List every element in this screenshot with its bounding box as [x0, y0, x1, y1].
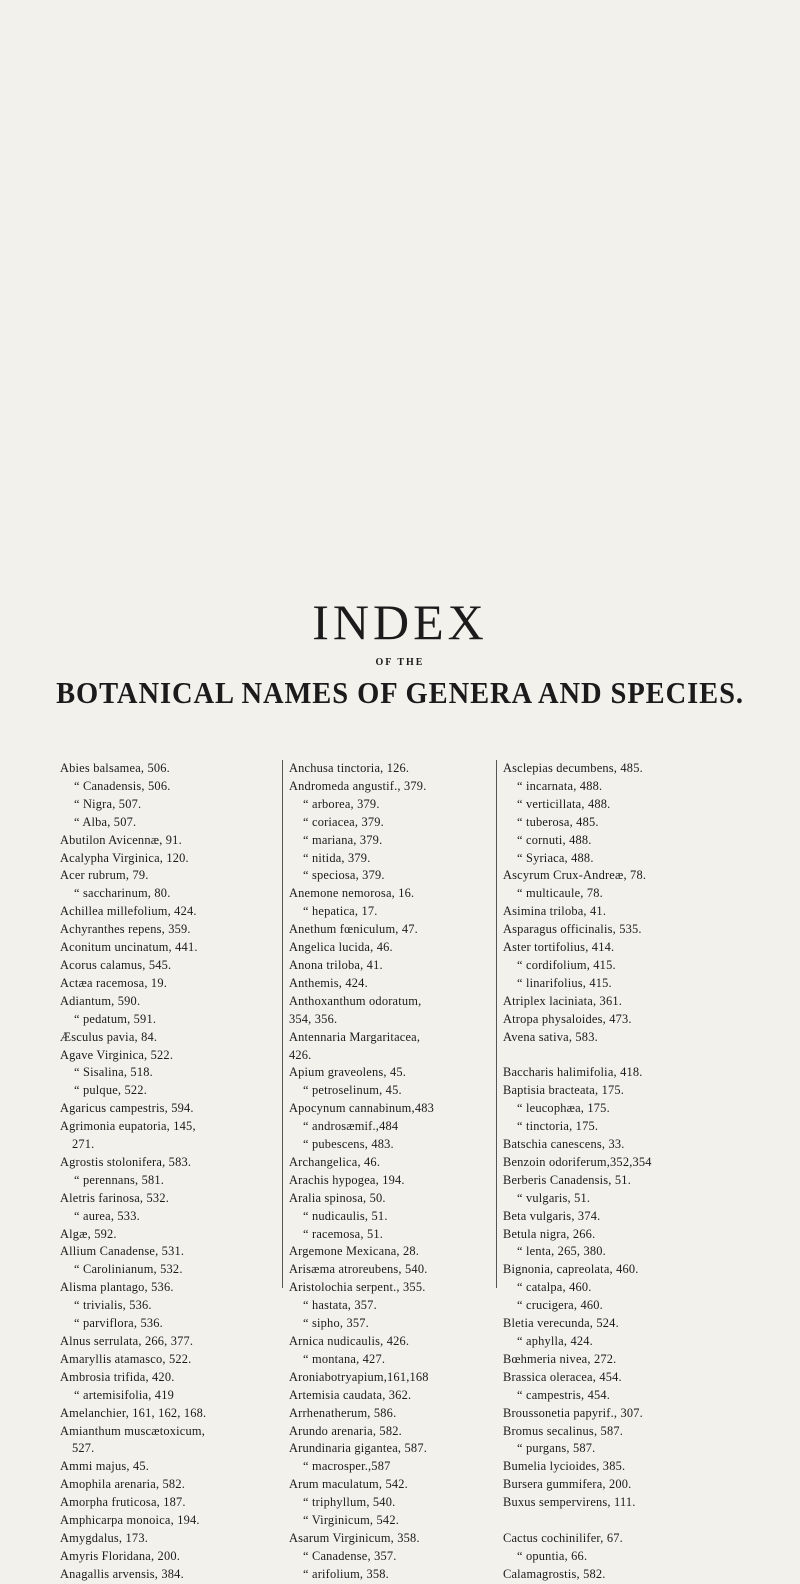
index-entry: “ speciosa, 379.	[303, 868, 385, 883]
index-entry: Arundo arenaria, 582.	[289, 1423, 402, 1438]
index-entry: Æsculus pavia, 84.	[60, 1029, 158, 1044]
index-entry: Anagallis arvensis, 384.	[60, 1566, 184, 1581]
index-entry: “ tuberosa, 485.	[517, 814, 599, 829]
index-entry: Asarum Virginicum, 358.	[289, 1530, 420, 1545]
index-entry: Aralia spinosa, 50.	[289, 1190, 386, 1205]
index-entry: “ androsæmif.,484	[303, 1119, 399, 1134]
index-entry: “ aphylla, 424.	[517, 1333, 593, 1348]
index-entry: Agave Virginica, 522.	[60, 1047, 174, 1062]
index-entry: Apium graveolens, 45.	[289, 1065, 407, 1080]
index-entry: Asimina triloba, 41.	[503, 904, 607, 919]
column-divider	[496, 760, 497, 1288]
index-entry: “ cornuti, 488.	[517, 832, 592, 847]
index-entry: “ montana, 427.	[303, 1351, 386, 1366]
index-entry: “ mariana, 379.	[303, 832, 383, 847]
index-entry: Aletris farinosa, 532.	[60, 1190, 170, 1205]
column-divider	[282, 760, 283, 1288]
index-entry: Bursera gummifera, 200.	[503, 1477, 632, 1492]
index-entry: Atropa physaloides, 473.	[503, 1011, 632, 1026]
index-entry: Ascyrum Crux-Andreæ, 78.	[503, 868, 647, 883]
index-entry: “ racemosa, 51.	[303, 1226, 384, 1241]
index-entry: Agrimonia eupatoria, 145,	[60, 1119, 196, 1134]
index-entry: “ parviflora, 536.	[74, 1316, 163, 1331]
index-entry: “ opuntia, 66.	[517, 1548, 588, 1563]
index-entry: Bœhmeria nivea, 272.	[503, 1351, 617, 1366]
index-column-3	[503, 760, 743, 1584]
index-column-2	[289, 760, 489, 1584]
index-entry: 354, 356.	[289, 1011, 338, 1026]
index-entry: Amaryllis atamasco, 522.	[60, 1351, 192, 1366]
index-entry: “ Nigra, 507.	[74, 796, 142, 811]
page-subtitle-small: OF THE	[375, 657, 425, 668]
index-entry: “ coriacea, 379.	[303, 814, 384, 829]
index-entry: “ nitida, 379.	[303, 850, 371, 865]
index-entry: Amygdalus, 173.	[60, 1530, 149, 1545]
index-entry: “ cordifolium, 415.	[517, 957, 616, 972]
index-entry: Bumelia lycioides, 385.	[503, 1459, 626, 1474]
index-entry: 527.	[72, 1441, 95, 1456]
index-entry: Amelanchier, 161, 162, 168.	[60, 1405, 207, 1420]
index-entry: Amophila arenaria, 582.	[60, 1477, 186, 1492]
index-entry: “ leucophæa, 175.	[517, 1101, 610, 1116]
index-entry: Algæ, 592.	[60, 1226, 117, 1241]
index-entry: Anethum fœniculum, 47.	[289, 922, 418, 937]
index-entry: “ pubescens, 483.	[303, 1137, 394, 1152]
index-entry: Amyris Floridana, 200.	[60, 1548, 181, 1563]
index-entry: Actæa racemosa, 19.	[60, 975, 168, 990]
index-entry: Beta vulgaris, 374.	[503, 1208, 601, 1223]
index-entry: Acorus calamus, 545.	[60, 957, 172, 972]
index-entry: “ multicaule, 78.	[517, 886, 603, 901]
index-entry: “ Virginicum, 542.	[303, 1513, 400, 1528]
index-entry: “ arborea, 379.	[303, 796, 380, 811]
index-entry: “ sipho, 357.	[303, 1316, 369, 1331]
index-entry: “ hastata, 357.	[303, 1298, 377, 1313]
index-entry: Allium Canadense, 531.	[60, 1244, 185, 1259]
index-entry: “ Syriaca, 488.	[517, 850, 594, 865]
index-column-1	[60, 760, 275, 1584]
index-entry: Arisæma atroreubens, 540.	[289, 1262, 428, 1277]
index-entry: Ammi majus, 45.	[60, 1459, 150, 1474]
index-entry: Anthoxanthum odoratum,	[289, 993, 422, 1008]
index-entry: Baccharis halimifolia, 418.	[503, 1065, 643, 1080]
page-title: INDEX	[312, 594, 488, 650]
index-entry: Betula nigra, 266.	[503, 1226, 596, 1241]
index-entry: Aster tortifolius, 414.	[503, 940, 615, 955]
index-entry: “ perennans, 581.	[74, 1172, 165, 1187]
index-entry: Atriplex laciniata, 361.	[503, 993, 623, 1008]
index-entry: “ petroselinum, 45.	[303, 1083, 402, 1098]
index-entry: Achyranthes repens, 359.	[60, 922, 191, 937]
index-entry: Berberis Canadensis, 51.	[503, 1172, 631, 1187]
index-entry: “ nudicaulis, 51.	[303, 1208, 388, 1223]
index-entry: Buxus sempervirens, 111.	[503, 1495, 636, 1510]
index-entry: Artemisia caudata, 362.	[289, 1387, 412, 1402]
index-entry: “ vulgaris, 51.	[517, 1190, 591, 1205]
index-entry: Anchusa tinctoria, 126.	[289, 761, 410, 775]
index-entry: Arachis hypogea, 194.	[289, 1172, 405, 1187]
index-entry: Argemone Mexicana, 28.	[289, 1244, 420, 1259]
index-entry: Arnica nudicaulis, 426.	[289, 1334, 410, 1348]
index-entry: Alisma plantago, 536.	[60, 1280, 174, 1295]
index-entry: Bignonia, capreolata, 460.	[503, 1262, 639, 1277]
index-entry: “ catalpa, 460.	[517, 1280, 592, 1295]
index-entry: “ Canadensis, 506.	[74, 778, 171, 793]
index-entry: Archangelica, 46.	[289, 1154, 381, 1169]
index-entry: Achillea millefolium, 424.	[60, 904, 197, 919]
index-entry: “ purgans, 587.	[517, 1441, 596, 1456]
index-entry: “ trivialis, 536.	[74, 1298, 152, 1313]
index-entry: Anemone nemorosa, 16.	[289, 886, 415, 901]
index-entry: Agrostis stolonifera, 583.	[60, 1154, 192, 1169]
index-entry: “ tinctoria, 175.	[517, 1119, 599, 1134]
index-entry: Andromeda angustif., 379.	[289, 778, 427, 793]
index-entry: “ Sisalina, 518.	[74, 1065, 153, 1080]
index-entry: Aristolochia serpent., 355.	[289, 1280, 426, 1295]
index-entry: Ambrosia trifida, 420.	[60, 1369, 175, 1384]
index-entry: Acer rubrum, 79.	[60, 868, 149, 883]
index-entry: Antennaria Margaritacea,	[289, 1029, 421, 1044]
index-entry: Aconitum uncinatum, 441.	[60, 940, 198, 955]
index-entry: Adiantum, 590.	[60, 993, 141, 1008]
index-entry: Agaricus campestris, 594.	[60, 1101, 194, 1116]
index-entry: “ aurea, 533.	[74, 1208, 140, 1223]
index-entry: Anona triloba, 41.	[289, 957, 383, 972]
index-entry: Asclepias decumbens, 485.	[503, 761, 643, 775]
index-entry: “ triphyllum, 540.	[303, 1495, 396, 1510]
index-entry: “ hepatica, 17.	[303, 904, 378, 919]
index-entry: “ arifolium, 358.	[303, 1566, 389, 1581]
index-entry: Arundinaria gigantea, 587.	[289, 1441, 428, 1456]
index-entry: “ saccharinum, 80.	[74, 886, 171, 901]
index-entry: Amphicarpa monoica, 194.	[60, 1513, 200, 1528]
index-entry: “ crucigera, 460.	[517, 1298, 603, 1313]
index-entry: “ pulque, 522.	[74, 1083, 147, 1098]
page-subtitle: BOTANICAL NAMES OF GENERA AND SPECIES.	[56, 675, 744, 710]
index-entry: 271.	[72, 1137, 95, 1152]
index-entry: Aroniabotryapium,161,168	[289, 1369, 429, 1384]
index-entry: Abutilon Avicennæ, 91.	[60, 832, 182, 847]
index-entry: “ incarnata, 488.	[517, 778, 603, 793]
index-entry: Batschia canescens, 33.	[503, 1137, 625, 1152]
index-entry: Anthemis, 424.	[289, 975, 368, 990]
index-entry: “ artemisifolia, 419	[74, 1387, 174, 1402]
index-entry: Bletia verecunda, 524.	[503, 1316, 619, 1331]
index-entry: Arrhenatherum, 586.	[289, 1405, 397, 1420]
index-entry: “ lenta, 265, 380.	[517, 1244, 606, 1259]
index-entry: Benzoin odoriferum,352,354	[503, 1154, 652, 1169]
index-entry: “ Alba, 507.	[74, 814, 137, 829]
index-entry: Bromus secalinus, 587.	[503, 1423, 624, 1438]
index-entry: Broussonetia papyrif., 307.	[503, 1405, 643, 1420]
index-entry: 426.	[289, 1047, 312, 1062]
index-entry: Arum maculatum, 542.	[289, 1477, 408, 1492]
index-entry: Asparagus officinalis, 535.	[503, 922, 642, 937]
index-entry: Avena sativa, 583.	[503, 1029, 598, 1044]
index-entry: Abies balsamea, 506.	[60, 761, 170, 775]
index-entry: “ Canadense, 357.	[303, 1548, 397, 1563]
index-entry: Amorpha fruticosa, 187.	[60, 1495, 186, 1510]
index-entry: Acalypha Virginica, 120.	[60, 850, 189, 865]
index-entry: “ Carolinianum, 532.	[74, 1262, 183, 1277]
index-entry: Brassica oleracea, 454.	[503, 1369, 622, 1384]
index-entry: Angelica lucida, 46.	[289, 940, 393, 955]
index-entry: Cactus cochinilifer, 67.	[503, 1530, 623, 1545]
index-entry: “ verticillata, 488.	[517, 796, 611, 811]
index-entry: “ campestris, 454.	[517, 1387, 611, 1402]
index-entry: “ pedatum, 591.	[74, 1011, 157, 1026]
index-entry: Baptisia bracteata, 175.	[503, 1083, 625, 1098]
index-entry: Apocynum cannabinum,483	[289, 1101, 434, 1116]
index-entry: Alnus serrulata, 266, 377.	[60, 1334, 194, 1348]
index-entry: “ macrosper.,587	[303, 1459, 391, 1474]
index-entry: “ linarifolius, 415.	[517, 975, 612, 990]
index-entry: Calamagrostis, 582.	[503, 1566, 606, 1581]
index-entry: Amianthum muscætoxicum,	[60, 1423, 206, 1438]
